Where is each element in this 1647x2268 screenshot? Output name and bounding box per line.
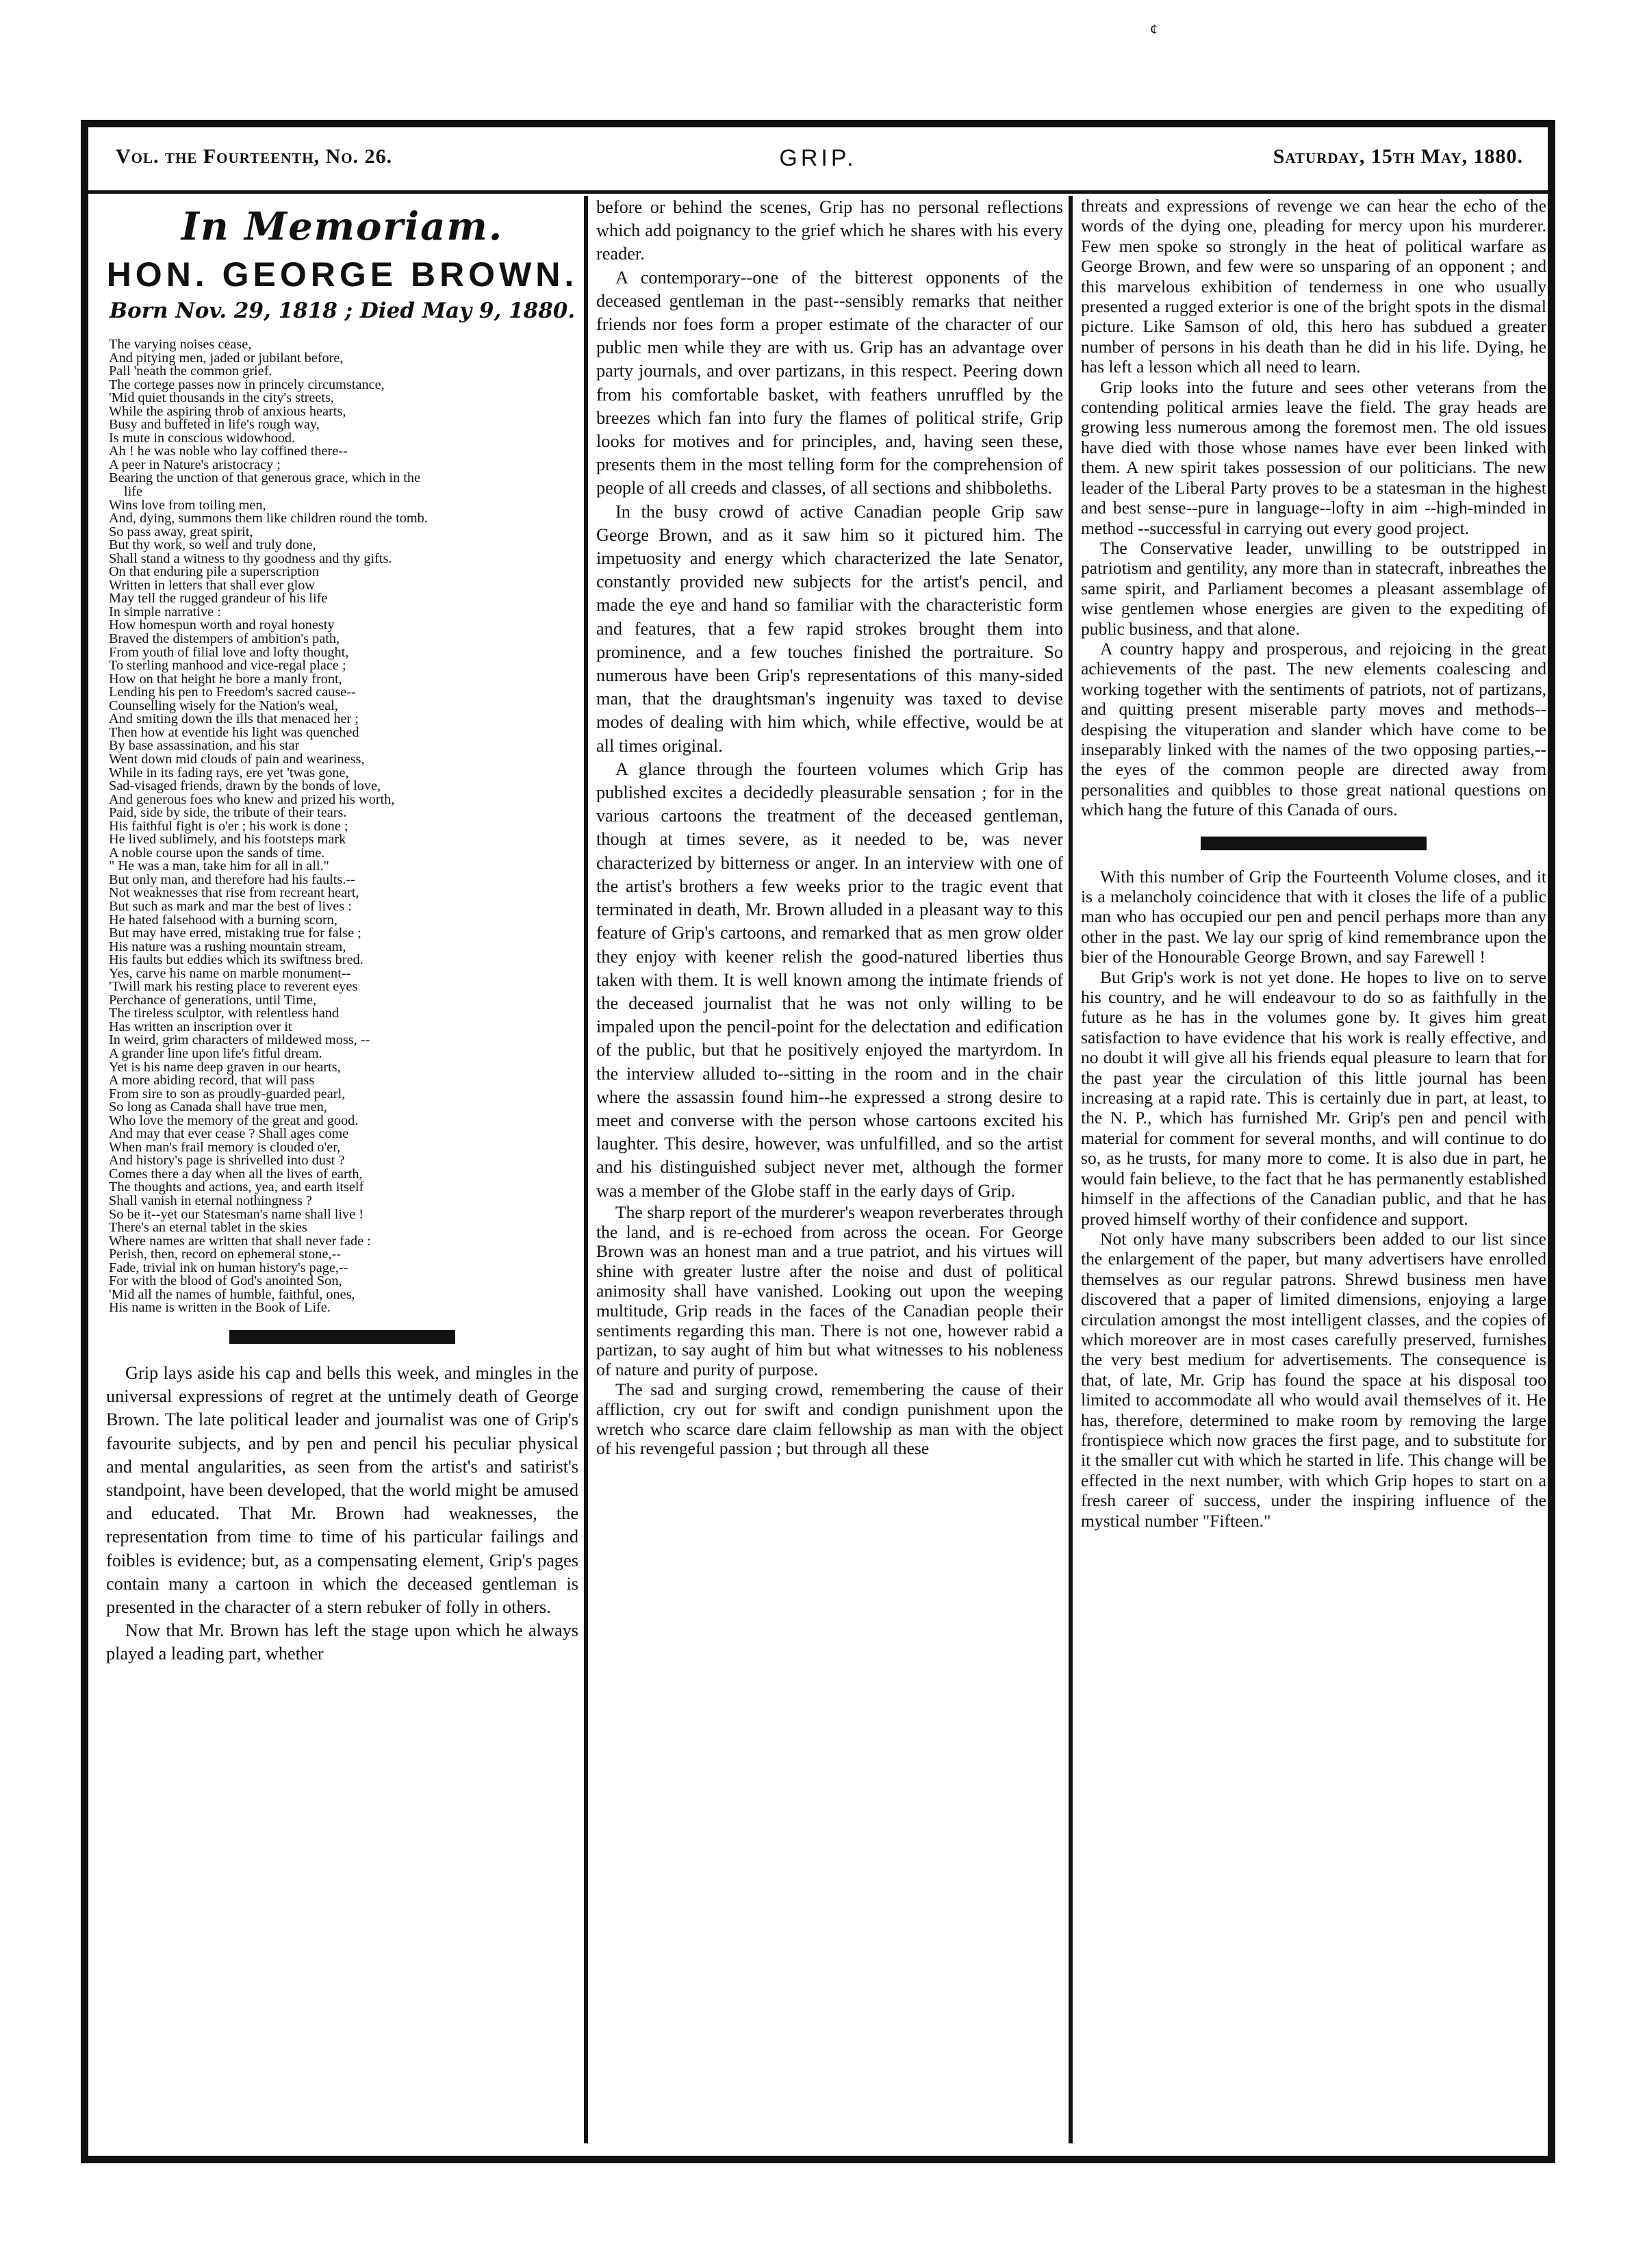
paper-title: GRIP. [779, 145, 857, 171]
poem-line: The varying noises cease, [109, 337, 252, 352]
column-rule-2 [1069, 196, 1073, 2143]
poem-line: While in its fading rays, ere yet 'twas gone, [109, 765, 349, 780]
poem-line: Yes, carve his name on marble monument-- [109, 965, 351, 981]
poem-line: Yet is his name deep graven in our hearts, [109, 1059, 341, 1075]
poem-line: His name is written in the Book of Life. [109, 1300, 331, 1316]
poem-line: A more abiding record, that will pass [109, 1073, 315, 1088]
poem-line: From youth of filial love and lofty thought, [109, 644, 349, 660]
poem-line: Lending his pen to Freedom's sacred cause-- [109, 685, 356, 700]
paragraph: Not only have many subscribers been added to our list since the enlargement of the paper, but many advertisers have enrolled themselves as our regular patrons. Shrewd business men have discovered that a paper of limited dimensions, enjoying a large circulation amongst the most intelligent classes, and the copies of which moreover are in most cases carefully preserved, furnishes the very best medium for advertisements. The consequence is that, of late, Mr. Grip has found the space at his disposal too limited to accommodate all who would avail themselves of it. He has, therefore, determined to make room by removing the large frontispiece which now graces the first page, and to substitute for it the smaller cut with which he started in life. This change will be effected in the next number, with which Grip hopes to start on a fresh career of success, under the inspiring influence of the mystical number "Fifteen." [1081, 1228, 1546, 1531]
poem-line: Paid, side by side, the tribute of their tears. [109, 805, 347, 821]
paragraph: threats and expressions of revenge we can hear the echo of the words of the dying one, pleading for mercy upon his murderer. Few men spoke so strongly in the heat of political warfare as George Brown, and few were so unsparing of an opponent ; and this marvelous exhibition of tenderness in one who usually presented a rugged exterior is one of the bright spots in the dismal picture. Like Samson of old, this hero has subdued a greater number of persons in his death than he did in his life. Dying, he has left a lesson which all need to learn. [1081, 196, 1546, 377]
poem-line: Who love the memory of the great and good. [109, 1112, 359, 1128]
paragraph: With this number of Grip the Fourteenth Volume closes, and it is a melancholy coincidence that with it closes the life of a public man who has occupied our pen and pencil perhaps more than any other in the past. We lay our sprig of kind remembrance upon the bier of the Honourable George Brown, and say Farewell ! [1081, 866, 1546, 967]
grip-tribute-text [106, 1362, 578, 1666]
poem-line: So pass away, great spirit, [109, 524, 253, 539]
poem-line: And pitying men, jaded or jubilant before, [109, 350, 344, 366]
poem-line: Braved the distempers of ambition's path, [109, 631, 340, 647]
memoriam-heading: In Memoriam. [181, 204, 504, 249]
poem-line: Fade, trivial ink on human history's page,-- [109, 1260, 348, 1275]
poem-line: The cortege passes now in princely circumstance, [109, 377, 385, 392]
poem-line: But may have erred, mistaking true for false ; [109, 926, 361, 941]
poem-line: On that enduring pile a superscription [109, 564, 319, 580]
newspaper-page-frame [81, 120, 1555, 2163]
paragraph: A contemporary--one of the bitterest opponents of the deceased gentleman in the past--sensibly remarks that neither friends nor foes form a proper estimate of the character of our public men while they are with us. Grip has an advantage over party journals, and over partizans, in this respect. Peering down from his comfortable basket, with feathers unruffled by the breezes which fan into fury the flames of political strife, Grip looks for motives and for principles, and, having seen these, presents them in the most telling form for the comprehension of people of all creeds and classes, of all sections and shibboleths. [596, 267, 1063, 498]
poem-line: A grander line upon life's fitful dream. [109, 1045, 322, 1061]
poem-line: For with the blood of God's anointed Son, [109, 1273, 342, 1289]
poem-line: Comes there a day when all the lives of earth, [109, 1166, 363, 1182]
paragraph: Now that Mr. Brown has left the stage upon which he always played a leading part, whether [106, 1620, 578, 1664]
poem-line: 'Mid quiet thousands in the city's streets, [109, 390, 334, 406]
poem-line: In weird, grim characters of mildewed moss, -- [109, 1032, 370, 1048]
poem-line: Went down mid clouds of pain and weariness, [109, 751, 365, 767]
poem-line: 'Mid all the names of humble, faithful, ones, [109, 1286, 355, 1302]
column-3 [1081, 196, 1546, 2143]
paragraph: The sharp report of the murderer's weapon reverberates through the land, and is re-echoed from across the ocean. For George Brown was an honest man and a true patriot, and his virtues will shine with greater lustre after the noise and dust of political animosity shall have vanished. Looking out upon the weeping multitude, Grip reads in the faces of the Canadian people their sentiments regarding this man. There is not one, however rabid a partizan, to say aught of him but what witnesses to his nobleness of nature and purity of purpose. [596, 1201, 1063, 1380]
poem-line: By base assassination, and his star [109, 738, 300, 754]
poem-line: Bearing the unction of that generous grace, which in the [109, 470, 421, 486]
paragraph: A country happy and prosperous, and rejoicing in the great achievements of the past. The new elements coalescing and working together with the sentiments of patriots, not of partizans, and quitting present miserable party moves and methods--despising the vituperation and slander which have come to be inseparably linked with the names of the two opposing parties,--the eyes of the common people are directed away from personalities and quibbles to those great national questions on which hang the future of this Canada of ours. [1081, 638, 1546, 820]
poem-line: life [124, 484, 143, 500]
poem-line: Pall 'neath the common grief. [109, 364, 272, 379]
poem-line: His faithful fight is o'er ; his work is done ; [109, 818, 348, 834]
paragraph: The Conservative leader, unwilling to be outstripped in patriotism and gentility, any more than in statecraft, inbreathes the same spirit, and Parliament becomes a pleasant assemblage of wise gentlemen whose energies are given to the expediting of public business, and that alone. [1081, 537, 1546, 639]
poem-line: But thy work, so well and truly done, [109, 537, 316, 553]
article-text-a [596, 196, 1063, 1203]
memoriam-name: HON. GEORGE BROWN. [106, 255, 578, 294]
column-rule-1 [584, 196, 588, 2143]
poem-line: When man's frail memory is clouded o'er, [109, 1139, 341, 1155]
poem-line: But only man, and therefore had his faults.-- [109, 871, 355, 887]
page-mark: ¢ [1150, 21, 1158, 38]
poem-line: Then how at eventide his light was quenched [109, 724, 359, 740]
poem-line: Written in letters that shall ever glow [109, 577, 316, 593]
poem-line: Is mute in conscious widowhood. [109, 430, 296, 446]
poem-line: Shall stand a witness to thy goodness and thy gifts. [109, 550, 392, 566]
section-divider [229, 1330, 455, 1344]
poem-line: How on that height he bore a manly front, [109, 671, 342, 687]
poem-line: From sire to son as proudly-guarded pearl, [109, 1086, 346, 1101]
poem-line: So long as Canada shall have true men, [109, 1099, 327, 1115]
poem-line: How homespun worth and royal honesty [109, 617, 335, 633]
poem-line: Counselling wisely for the Nation's weal, [109, 698, 338, 713]
paragraph: Grip lays aside his cap and bells this week, and mingles in the universal expressions of regret at the untimely death of George Brown. The late political leader and journalist was one of Grip's favourite subjects, and by pen and pencil his peculiar physical and mental angularities, as seen from the artist's and satirist's standpoint, have been developed, that the world might be amused and educated. That Mr. Brown had weaknesses, the representation from time to time of his particular failings and foibles is evidence; but, as a compensating element, Grip's pages contain many a cartoon in which the deceased gentleman is presented in the character of a stern rebuker of folly in others. [106, 1362, 578, 1617]
column-1 [106, 196, 578, 2143]
poem-line: A peer in Nature's aristocracy ; [109, 457, 281, 472]
poem-line: Where names are written that shall never fade : [109, 1233, 371, 1249]
poem-line: Busy and buffeted in life's rough way, [109, 417, 320, 433]
poem-line: Ah ! he was noble who lay coffined there-- [109, 444, 348, 459]
poem-line: He lived sublimely, and his footsteps mark [109, 832, 346, 848]
poem-line: The tireless sculptor, with relentless hand [109, 1006, 339, 1021]
poem-line: There's an eternal tablet in the skies [109, 1220, 307, 1236]
issue-date: Saturday, 15th May, 1880. [1273, 145, 1523, 168]
poem-line: Has written an inscription over it [109, 1019, 292, 1034]
poem-line: And smiting down the ills that menaced her ; [109, 711, 359, 727]
poem-line: The thoughts and actions, yea, and earth itself [109, 1180, 364, 1195]
poem-line: To sterling manhood and vice-regal place ; [109, 658, 346, 674]
masthead [88, 127, 1548, 194]
poem-line: His nature was a rushing mountain stream, [109, 939, 346, 954]
poem-line: And, dying, summons them like children round the tomb. [109, 511, 428, 526]
poem-line: He hated falsehood with a burning scorn, [109, 912, 337, 928]
poem-line: So be it--yet our Statesman's name shall live ! [109, 1206, 364, 1222]
section-divider [1201, 837, 1427, 850]
paragraph: The sad and surging crowd, remembering the cause of their affliction, cry out for swift and condign punishment upon the wretch who scarce dare claim fellowship as man with the object of his revengeful passion ; but through all these [596, 1379, 1063, 1459]
poem-line: In simple narrative : [109, 604, 221, 620]
poem-line: Shall vanish in eternal nothingness ? [109, 1193, 312, 1208]
paragraph: But Grip's work is not yet done. He hopes to live on to serve his country, and he will endeavour to do so as faithfully in the future as he has in the volumes gone by. It gives him great satisfaction to have evidence that his work is really effective, and no doubt it will give all his friends equal pleasure to learn that for the past year the circulation of this little journal has been increasing at a rapid rate. This is certainly due in part, at least, to the N. P., which has furnished Mr. Grip's pen and pencil with material for comment for several months, and will continue to do so, as he trusts, for many more to come. It is also due in part, he would fain believe, to the fact that he has permanently established himself in the affections of the Canadian public, and that he has proved himself worthy of their confidence and support. [1081, 967, 1546, 1229]
poem-line: Perish, then, record on ephemeral stone,-- [109, 1247, 342, 1262]
poem-line: His faults but eddies which its swiftness bred. [109, 952, 363, 968]
poem-line: 'Twill mark his resting place to reverent eyes [109, 979, 358, 995]
paragraph: Grip looks into the future and sees other veterans from the contending political armies leave the field. The gray heads are growing less numerous among the foremost men. The old issues have died with those whose names have ever been linked with them. A new spirit takes possession of our politicians. The new leader of the Liberal Party proves to be a statesman in the highest and best sense--pure in language--lofty in aim --high-minded in method --successful in carrying out every good project. [1081, 377, 1546, 538]
article-text-b [596, 1203, 1063, 1459]
poem-line: Perchance of generations, until Time, [109, 992, 317, 1008]
poem-line: And history's page is shrivelled into dust ? [109, 1153, 345, 1169]
volume-number: Vol. the Fourteenth, No. 26. [116, 145, 393, 168]
poem-line: May tell the rugged grandeur of his life [109, 591, 328, 607]
poem-line: A noble course upon the sands of time. [109, 845, 325, 861]
poem-line: Sad-visaged friends, drawn by the bonds of love, [109, 778, 381, 794]
poem-line: But such as mark and mar the best of lives : [109, 898, 352, 914]
memoriam-dates: Born Nov. 29, 1818 ; Died May 9, 1880. [109, 298, 576, 323]
memorial-poem [109, 338, 578, 1315]
paragraph: In the busy crowd of active Canadian people Grip saw George Brown, and as it saw him so it pictured him. The impetuosity and energy which characterized the late Senator, constantly provided new subjects for the artist's pencil, and made the eye and hand so familiar with the characteristic form and features, that a few rapid strokes brought them into prominence, and a few touches finished the portraiture. So numerous have been Grip's representations of this many-sided man, that the draughtsman's ingenuity was taxed to devise modes of dealing with him which, while effective, would be at all times original. [596, 501, 1063, 756]
paragraph: before or behind the scenes, Grip has no personal reflections which add poignancy to the grief which he shares with his every reader. [596, 197, 1063, 264]
column-2 [596, 196, 1063, 2143]
paragraph: A glance through the fourteen volumes which Grip has published excites a decidedly pleasurable sensation ; for in the various cartoons the treatment of the deceased gentleman, though at times severe, as it needed to be, was never characterized by bitterness or anger. In an interview with one of the artist's brothers a few weeks prior to the tragic event that terminated in death, Mr. Brown alluded in a pleasant way to this feature of Grip's cartoons, and remarked that as men grow older they enjoy with keener relish the good-natured liberties thus taken with them. It is well known among the intimate friends of the deceased journalist that he was not only willing to be impaled upon the pencil-point for the delectation and edification of the public, but that he positively enjoyed the martyrdom. In the interview alluded to--sitting in the room and in the chair where the assassin found him--he expressed a strong desire to meet and converse with the person whose cartoons excited his laughter. This desire, however, was unfulfilled, and so the artist and his distinguished subject never met, although the former was a member of the Globe staff in the early days of Grip. [596, 759, 1063, 1201]
poem-line: Not weaknesses that rise from recreant heart, [109, 885, 359, 901]
poem-line: Wins love from toiling men, [109, 497, 266, 513]
poem-line: And generous foes who knew and prized his worth, [109, 791, 395, 807]
poem-line: While the aspiring throb of anxious hearts, [109, 403, 346, 419]
volume-close-notice [1081, 867, 1546, 1531]
article-text-c [1081, 196, 1546, 820]
poem-line: " He was a man, take him for all in all." [109, 858, 329, 874]
poem-line: And may that ever cease ? Shall ages come [109, 1126, 349, 1142]
